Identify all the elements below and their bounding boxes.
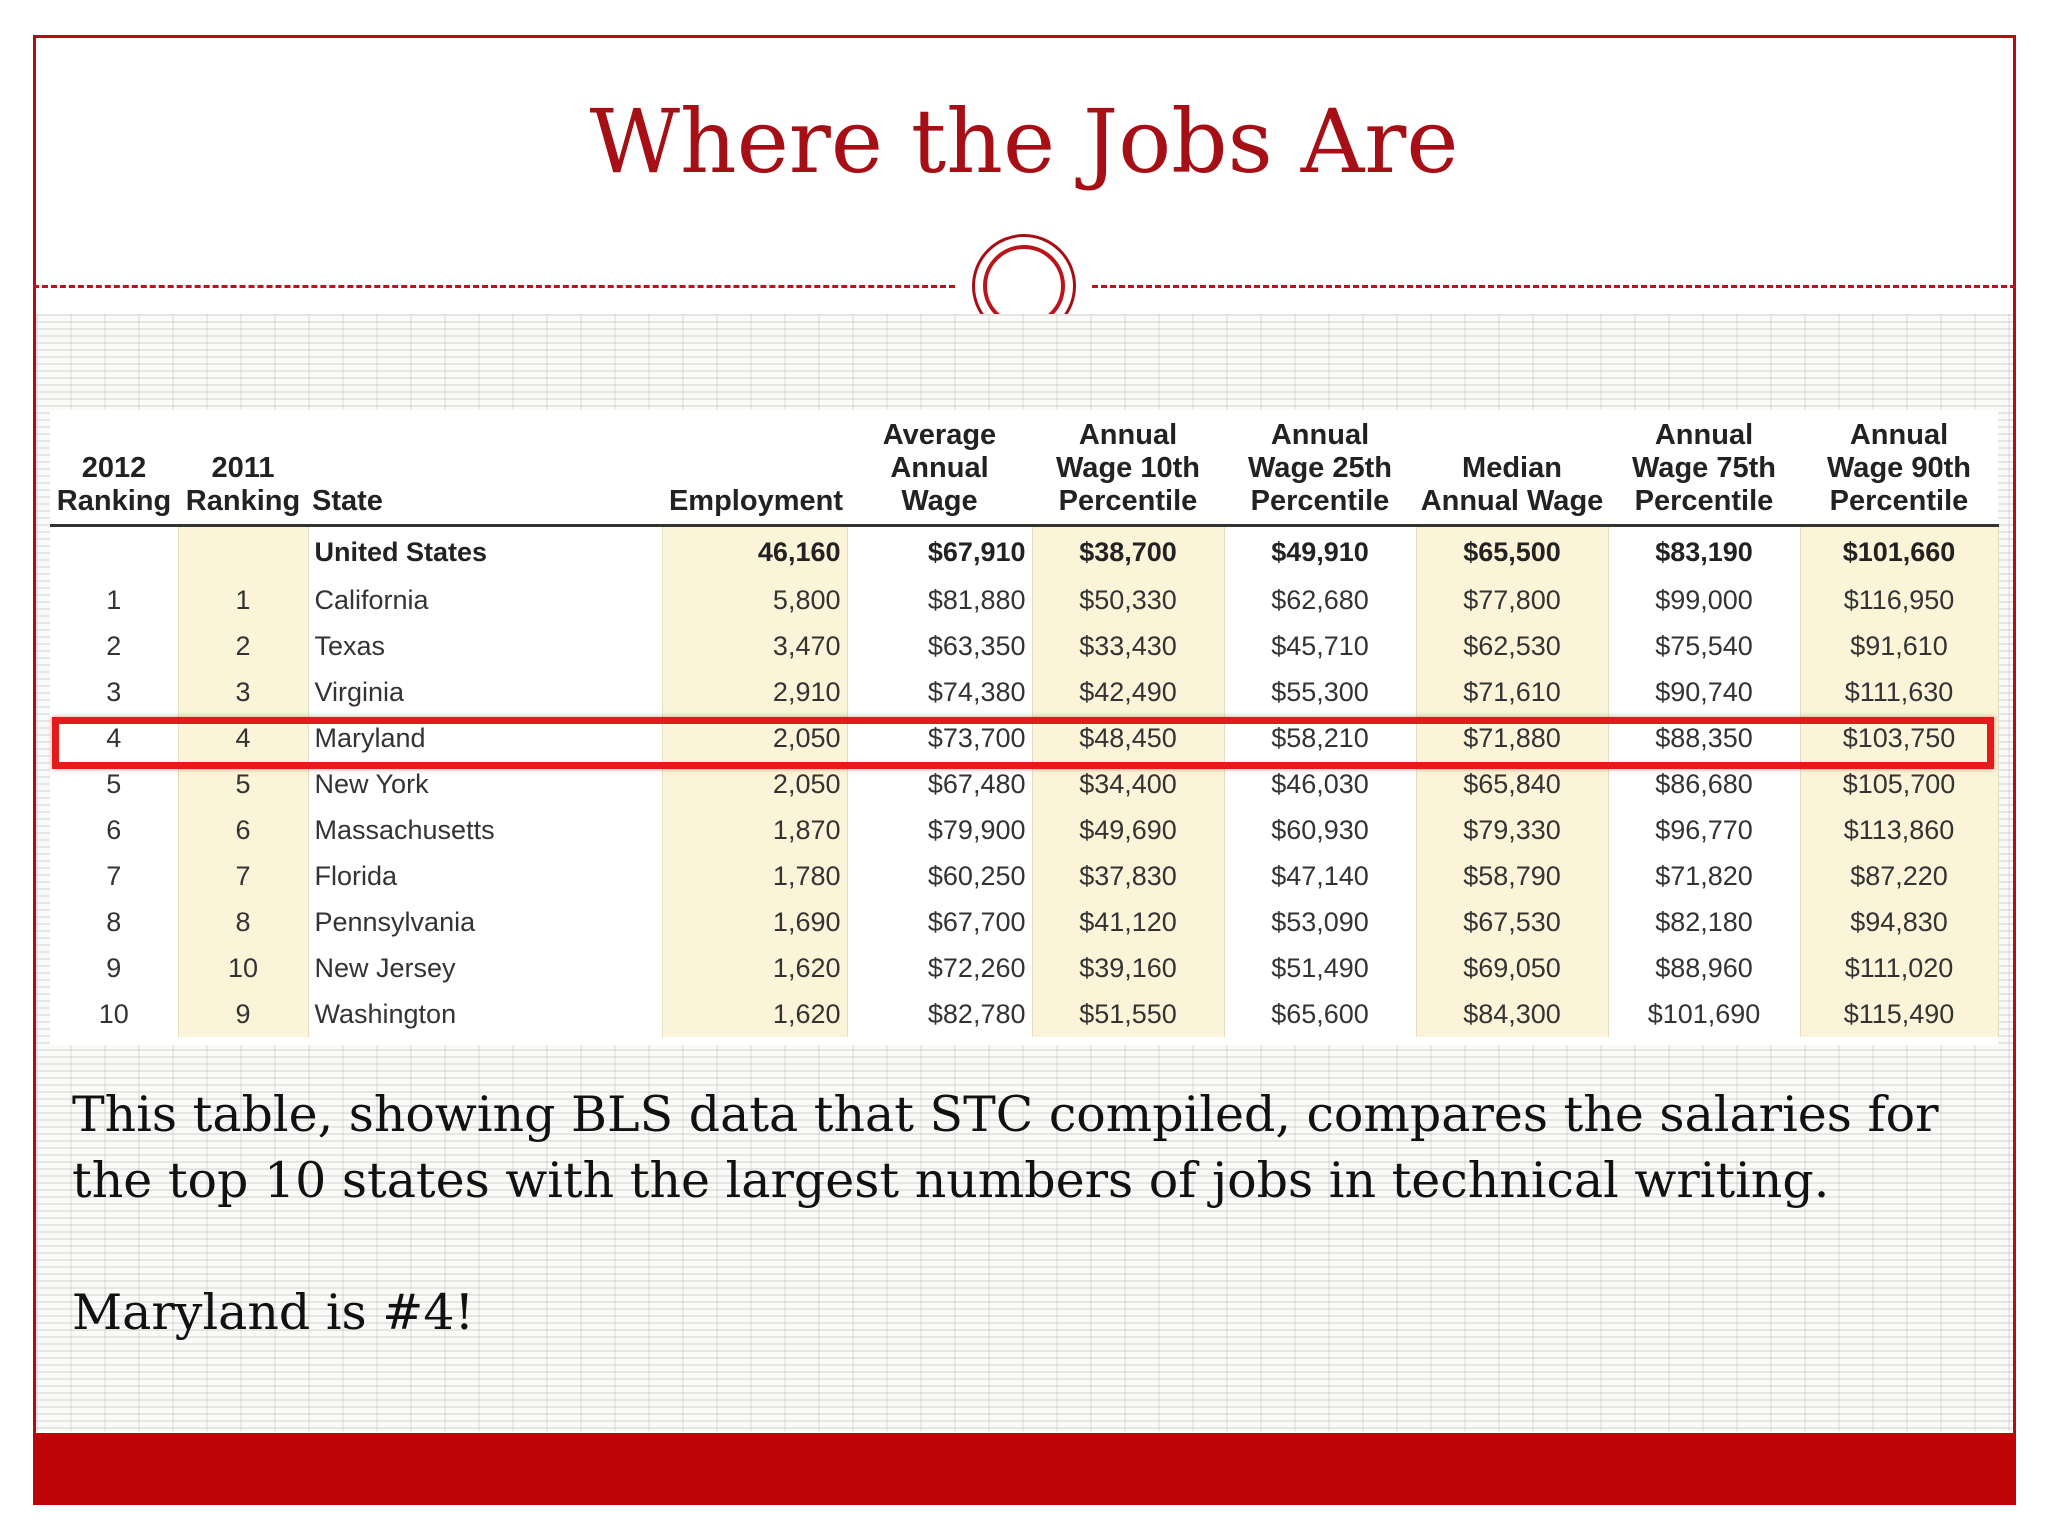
table-cell: 1 [50,577,178,623]
table-cell: $73,700 [847,715,1032,761]
table-row [50,577,1998,623]
table-cell: New York [308,761,662,807]
table-cell: 2 [50,623,178,669]
table-cell: 9 [178,991,308,1037]
table-cell: 2 [178,623,308,669]
table-cell: 10 [178,945,308,991]
table-cell: $62,530 [1416,623,1608,669]
maryland-highlight-box [52,717,1994,769]
table-cell: 5 [50,761,178,807]
column-header-line: Wage 25th [1248,452,1392,484]
table-cell: $65,840 [1416,761,1608,807]
table-cell: $63,350 [847,623,1032,669]
table-cell: $101,660 [1800,526,1998,578]
column-header [662,410,847,526]
column-header-line: 2011 [211,452,275,484]
table-cell: $105,700 [1800,761,1998,807]
table-cell: $55,300 [1224,669,1416,715]
table-cell: 3,470 [662,623,847,669]
column-header-line: Annual [1270,419,1370,451]
column-header-line: Percentile [1634,485,1774,517]
table-cell: 1,870 [662,807,847,853]
column-header-line: Annual [1654,419,1754,451]
column-header [308,410,662,526]
table-cell: $79,330 [1416,807,1608,853]
table-cell: $82,780 [847,991,1032,1037]
table-cell: Pennsylvania [308,899,662,945]
column-header [1800,410,1998,526]
table-cell: 1 [178,577,308,623]
footer-bar [33,1433,2016,1505]
table-cell: 1,690 [662,899,847,945]
table-cell: $84,300 [1416,991,1608,1037]
slide-caption: This table, showing BLS data that STC compiled, compares the salaries for the top 10 states with the largest numbers of jobs in technical writing. [72,1086,1939,1209]
table-cell: $88,960 [1608,945,1800,991]
table-cell: Texas [308,623,662,669]
column-header-line: Wage 10th [1056,452,1200,484]
table-cell: $67,700 [847,899,1032,945]
table-cell: Florida [308,853,662,899]
table-cell: $72,260 [847,945,1032,991]
table-cell: $96,770 [1608,807,1800,853]
table-cell [178,526,308,578]
table-cell: $82,180 [1608,899,1800,945]
column-header-line: Annual Wage [890,452,989,517]
table-cell: $77,800 [1416,577,1608,623]
table-cell: $79,900 [847,807,1032,853]
table-cell: $75,540 [1608,623,1800,669]
table-cell: $74,380 [847,669,1032,715]
table-cell: 2,050 [662,715,847,761]
table-row [50,853,1998,899]
table-cell: $81,880 [847,577,1032,623]
column-header-line: Average [882,419,997,451]
table-cell: 4 [178,715,308,761]
table-cell: 10 [50,991,178,1037]
column-header [50,410,178,526]
table-cell: $111,020 [1800,945,1998,991]
column-header [1608,410,1800,526]
table-cell: 1,620 [662,945,847,991]
table-cell: $50,330 [1032,577,1224,623]
column-header-line: Percentile [1250,485,1390,517]
column-header-line: Percentile [1829,485,1969,517]
table-cell: $103,750 [1800,715,1998,761]
table-cell: $46,030 [1224,761,1416,807]
table-cell: $113,860 [1800,807,1998,853]
table-cell: $60,930 [1224,807,1416,853]
table-cell: $87,220 [1800,853,1998,899]
table-cell: $42,490 [1032,669,1224,715]
table-cell: $41,120 [1032,899,1224,945]
divider-right [1092,285,2016,288]
table-cell: $45,710 [1224,623,1416,669]
column-header [178,410,308,526]
table-cell: $71,610 [1416,669,1608,715]
table-cell: $115,490 [1800,991,1998,1037]
table-cell: 4 [50,715,178,761]
table-cell: 5,800 [662,577,847,623]
column-header-line: Annual [1078,419,1178,451]
table-cell: 1,620 [662,991,847,1037]
table-cell: 6 [178,807,308,853]
slide-note: Maryland is #4! [72,1284,475,1341]
table-row [50,807,1998,853]
column-header-line: State [312,485,383,517]
table-cell: $83,190 [1608,526,1800,578]
table-cell: $49,910 [1224,526,1416,578]
table-cell: 5 [178,761,308,807]
column-header-line: Employment [668,485,843,517]
table-cell: $51,550 [1032,991,1224,1037]
table-row [50,899,1998,945]
column-header-line: Median [1462,452,1562,484]
table-cell: $67,910 [847,526,1032,578]
table-cell: $62,680 [1224,577,1416,623]
column-header [1416,410,1608,526]
table-cell: $71,820 [1608,853,1800,899]
table-header-row [50,410,1998,526]
column-header-line: Percentile [1058,485,1198,517]
table-cell: $38,700 [1032,526,1224,578]
table-cell: $116,950 [1800,577,1998,623]
table-cell: Maryland [308,715,662,761]
table-cell: California [308,577,662,623]
table-cell: $67,530 [1416,899,1608,945]
table-row [50,669,1998,715]
table-cell: $33,430 [1032,623,1224,669]
table-cell: 8 [50,899,178,945]
table-cell: $67,480 [847,761,1032,807]
table-cell: $53,090 [1224,899,1416,945]
column-header-line: Ranking [56,485,172,517]
table-cell: Virginia [308,669,662,715]
table-cell: $48,450 [1032,715,1224,761]
table-cell: $101,690 [1608,991,1800,1037]
column-header-line: Annual Wage [1420,485,1604,517]
table-summary-row [50,526,1998,578]
column-header-line: Ranking [185,485,301,517]
divider-left [33,285,955,288]
table-cell: $51,490 [1224,945,1416,991]
table-cell: 7 [50,853,178,899]
table-cell: $34,400 [1032,761,1224,807]
table-cell: $58,790 [1416,853,1608,899]
column-header-line: Annual [1849,419,1949,451]
column-header [1224,410,1416,526]
slide-title: Where the Jobs Are [589,90,1459,193]
table-cell: $60,250 [847,853,1032,899]
table-cell: $94,830 [1800,899,1998,945]
table-cell: 3 [178,669,308,715]
column-header [847,410,1032,526]
table-cell [50,526,178,578]
table-cell: United States [308,526,662,578]
table-cell: 2,050 [662,761,847,807]
column-header-line: Wage 75th [1632,452,1776,484]
table-row [50,945,1998,991]
table-cell: $47,140 [1224,853,1416,899]
table-cell: Massachusetts [308,807,662,853]
column-header-line: Wage 90th [1827,452,1971,484]
table-cell: 8 [178,899,308,945]
table-cell: New Jersey [308,945,662,991]
table-cell: 46,160 [662,526,847,578]
table-cell: $88,350 [1608,715,1800,761]
table-cell: 1,780 [662,853,847,899]
table-row [50,623,1998,669]
column-header-line: 2012 [81,452,147,484]
table-cell: 7 [178,853,308,899]
table-row [50,991,1998,1037]
table-cell: $111,630 [1800,669,1998,715]
table-cell: 2,910 [662,669,847,715]
table-cell: 3 [50,669,178,715]
table-cell: $71,880 [1416,715,1608,761]
table-cell: 6 [50,807,178,853]
column-header [1032,410,1224,526]
table-cell: $99,000 [1608,577,1800,623]
table-cell: $90,740 [1608,669,1800,715]
table-cell: $65,500 [1416,526,1608,578]
table-cell: $91,610 [1800,623,1998,669]
table-cell: $86,680 [1608,761,1800,807]
table-cell: $69,050 [1416,945,1608,991]
table-cell: $39,160 [1032,945,1224,991]
table-cell: $65,600 [1224,991,1416,1037]
table-cell: $49,690 [1032,807,1224,853]
table-cell: Washington [308,991,662,1037]
table-cell: $37,830 [1032,853,1224,899]
table-cell: 9 [50,945,178,991]
table-cell: $58,210 [1224,715,1416,761]
